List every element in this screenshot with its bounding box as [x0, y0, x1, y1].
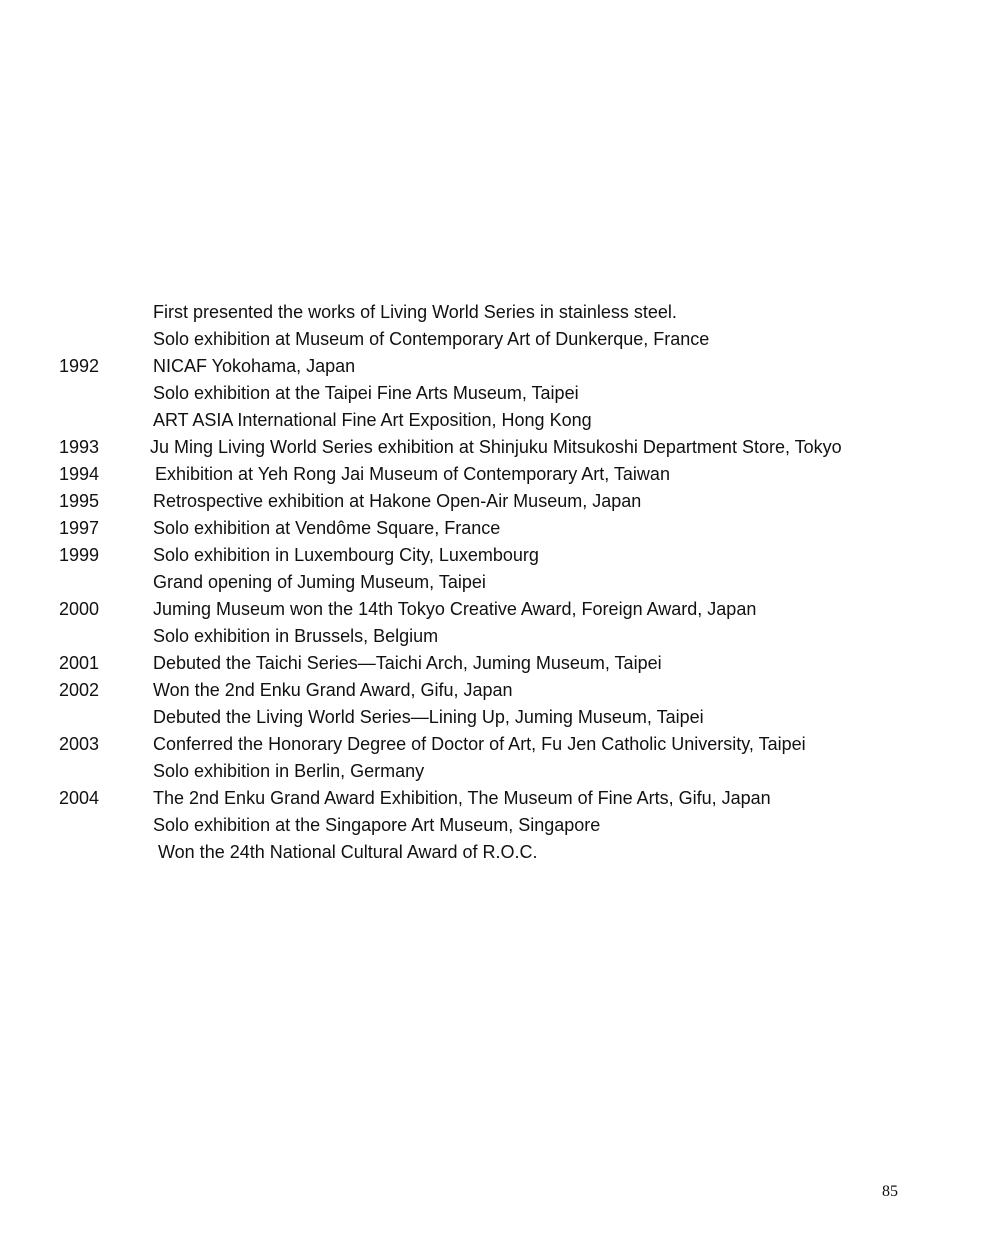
entry-event: Solo exhibition at Museum of Contemporary Art of Dunkerque, France	[153, 329, 710, 349]
entry-event: Won the 2nd Enku Grand Award, Gifu, Japan	[153, 680, 513, 700]
entry-event: Solo exhibition at the Singapore Art Museum, Singapore	[153, 815, 601, 835]
chronology-entry	[0, 380, 992, 407]
entry-event: Retrospective exhibition at Hakone Open-Air Museum, Japan	[153, 491, 642, 511]
chronology-entry	[0, 704, 992, 731]
page-number: 85	[882, 1183, 898, 1200]
chronology-entry	[0, 299, 992, 326]
entry-event: First presented the works of Living World Series in stainless steel.	[153, 302, 677, 322]
chronology-entry	[0, 758, 992, 785]
chronology-entry	[0, 434, 992, 461]
chronology-entry	[0, 623, 992, 650]
chronology-entry	[0, 812, 992, 839]
entry-event: Juming Museum won the 14th Tokyo Creative Award, Foreign Award, Japan	[153, 599, 757, 619]
chronology-entry	[0, 839, 992, 866]
entry-year: 2004	[59, 788, 100, 808]
chronology-entry	[0, 461, 992, 488]
chronology-entry	[0, 515, 992, 542]
entry-event: Grand opening of Juming Museum, Taipei	[153, 572, 486, 592]
entry-year: 2002	[59, 680, 100, 700]
entry-event: Debuted the Living World Series—Lining Up, Juming Museum, Taipei	[153, 707, 704, 727]
entry-event: Solo exhibition at the Taipei Fine Arts Museum, Taipei	[153, 383, 579, 403]
entry-year: 2000	[59, 599, 100, 619]
chronology-entry	[0, 677, 992, 704]
entry-event: Solo exhibition in Brussels, Belgium	[153, 626, 439, 646]
entry-year: 2001	[59, 653, 100, 673]
entry-year: 1994	[59, 464, 100, 484]
entry-event: Ju Ming Living World Series exhibition at Shinjuku Mitsukoshi Department Store, Tokyo	[150, 437, 842, 457]
entry-event: Solo exhibition at Vendôme Square, France	[153, 518, 501, 538]
entry-year: 1999	[59, 545, 100, 565]
entry-event: Won the 24th National Cultural Award of R.O.C.	[158, 842, 538, 862]
entry-event: Solo exhibition in Berlin, Germany	[153, 761, 425, 781]
chronology-entry	[0, 731, 992, 758]
entry-year: 1995	[59, 491, 100, 511]
entry-event: ART ASIA International Fine Art Exposition, Hong Kong	[153, 410, 592, 430]
entry-year: 1992	[59, 356, 100, 376]
chronology-entry	[0, 542, 992, 569]
entry-event: Exhibition at Yeh Rong Jai Museum of Contemporary Art, Taiwan	[155, 464, 670, 484]
chronology-entry	[0, 569, 992, 596]
chronology-entry	[0, 353, 992, 380]
chronology-entry	[0, 326, 992, 353]
entry-event: Debuted the Taichi Series—Taichi Arch, Juming Museum, Taipei	[153, 653, 662, 673]
entry-year: 1993	[59, 437, 100, 457]
entry-event: The 2nd Enku Grand Award Exhibition, The Museum of Fine Arts, Gifu, Japan	[153, 788, 771, 808]
chronology-entry	[0, 596, 992, 623]
chronology-entry	[0, 488, 992, 515]
entry-event: Conferred the Honorary Degree of Doctor of Art, Fu Jen Catholic University, Taipei	[153, 734, 806, 754]
chronology-list	[0, 299, 992, 866]
entry-event: Solo exhibition in Luxembourg City, Luxembourg	[153, 545, 539, 565]
entry-year: 1997	[59, 518, 100, 538]
chronology-entry	[0, 407, 992, 434]
entry-year: 2003	[59, 734, 100, 754]
chronology-entry	[0, 650, 992, 677]
chronology-entry	[0, 785, 992, 812]
entry-event: NICAF Yokohama, Japan	[153, 356, 356, 376]
